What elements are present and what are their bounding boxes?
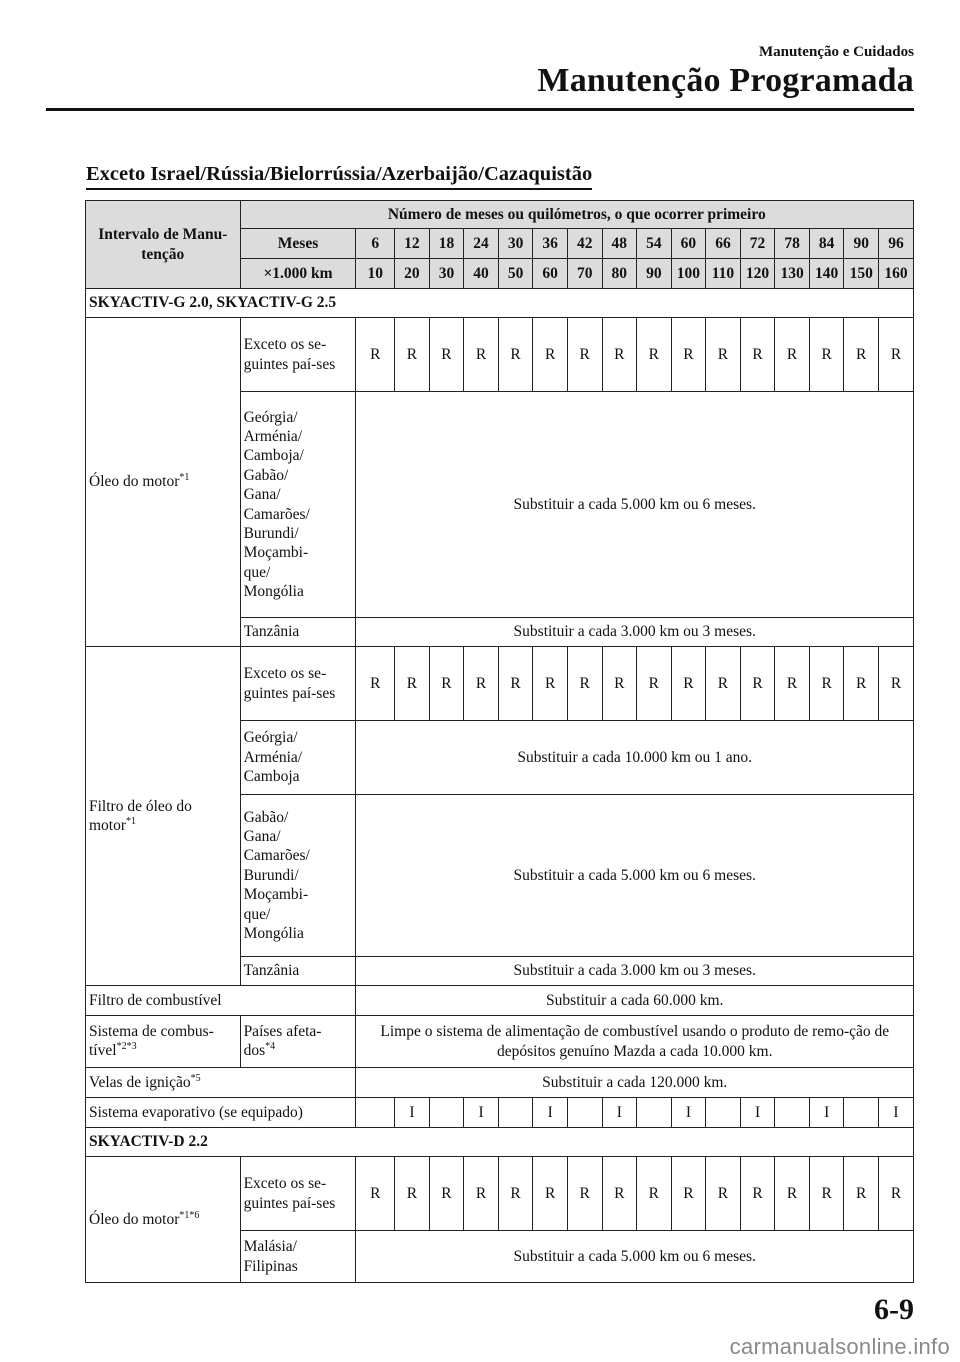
r-cell: R	[356, 1157, 395, 1231]
country-list	[240, 795, 356, 957]
spark-plugs-label: Velas de ignição	[89, 1073, 191, 1091]
km-cell: 10	[356, 259, 395, 289]
country-line: Arménia/	[243, 748, 303, 766]
i-cell: I	[879, 1098, 914, 1128]
oil-filter-row	[86, 647, 241, 986]
empty-cell	[567, 1098, 602, 1128]
fuel-system-label: Sistema de combus-tível	[89, 1023, 214, 1060]
country-line: Moçambi-	[243, 544, 309, 562]
replace-10000-text: Substituir a cada 10.000 km ou 1 ano.	[356, 721, 914, 795]
country-line: que/	[243, 905, 271, 923]
maintenance-table	[85, 200, 914, 1283]
empty-cell	[775, 1098, 810, 1128]
empty-cell	[637, 1098, 672, 1128]
km-cell: 80	[602, 259, 637, 289]
interval-header: Intervalo de Manu-tenção	[86, 201, 241, 289]
country-line: Camboja/	[243, 447, 304, 465]
engine-section-g: SKYACTIV-G 2.0, SKYACTIV-G 2.5	[86, 289, 914, 318]
km-cell: 60	[533, 259, 568, 289]
country-line: Gana/	[243, 486, 281, 504]
i-cell: I	[740, 1098, 775, 1128]
country-line: Camarões/	[243, 847, 310, 865]
r-cell: R	[775, 318, 810, 392]
r-cell: R	[533, 647, 568, 721]
r-cell: R	[740, 318, 775, 392]
r-cell: R	[356, 318, 395, 392]
km-cell: 50	[498, 259, 533, 289]
km-cell: 110	[706, 259, 741, 289]
engine-oil-label: Óleo do motor	[89, 473, 180, 491]
i-cell: I	[671, 1098, 706, 1128]
affected-countries-cell	[240, 1016, 356, 1068]
month-cell: 6	[356, 229, 395, 259]
country-line: Geórgia/	[243, 729, 298, 747]
km-cell: 90	[637, 259, 672, 289]
empty-cell	[429, 1098, 464, 1128]
affected-countries-label: Países afeta-dos	[243, 1023, 322, 1060]
month-cell: 42	[567, 229, 602, 259]
r-cell: R	[498, 647, 533, 721]
r-cell: R	[395, 318, 430, 392]
country-line: Filipinas	[243, 1257, 298, 1275]
month-cell: 84	[809, 229, 844, 259]
country-list	[240, 721, 356, 795]
r-cell: R	[464, 1157, 499, 1231]
replace-3000-text: Substituir a cada 3.000 km ou 3 meses.	[356, 957, 914, 986]
fuel-filter-label: Filtro de combustível	[86, 986, 356, 1016]
r-cell: R	[706, 1157, 741, 1231]
i-cell: I	[464, 1098, 499, 1128]
empty-cell	[498, 1098, 533, 1128]
r-cell: R	[429, 647, 464, 721]
country-line: Gabão/	[243, 466, 289, 484]
fuel-system-value: Limpe o sistema de alimentação de combustível usando o produto de remo-ção de depósitos genuíno Mazda a cada 10.000 km.	[356, 1016, 914, 1068]
months-label: Meses	[240, 229, 356, 259]
km-cell: 140	[809, 259, 844, 289]
r-cell: R	[879, 647, 914, 721]
r-cell: R	[498, 1157, 533, 1231]
r-cell: R	[602, 318, 637, 392]
r-cell: R	[671, 1157, 706, 1231]
km-cell: 100	[671, 259, 706, 289]
engine-oil-d-label: Óleo do motor	[89, 1210, 180, 1228]
oil-filter-note: *1	[126, 815, 137, 827]
r-cell: R	[533, 318, 568, 392]
month-cell: 24	[464, 229, 499, 259]
i-cell: I	[809, 1098, 844, 1128]
r-cell: R	[844, 647, 879, 721]
km-cell: 30	[429, 259, 464, 289]
empty-cell	[356, 1098, 395, 1128]
watermark: carmanualsonline.info	[729, 1334, 950, 1359]
country-line: Geórgia/	[243, 408, 298, 426]
r-cell: R	[567, 1157, 602, 1231]
km-cell: 130	[775, 259, 810, 289]
header-section: Manutenção e Cuidados	[758, 44, 914, 60]
month-cell: 96	[879, 229, 914, 259]
replace-5000-text: Substituir a cada 5.000 km ou 6 meses.	[356, 392, 914, 618]
engine-oil-d-row	[86, 1157, 241, 1283]
r-cell: R	[464, 318, 499, 392]
r-cell: R	[602, 1157, 637, 1231]
r-cell: R	[671, 647, 706, 721]
month-cell: 54	[637, 229, 672, 259]
page-title: Manutenção Programada	[537, 62, 914, 99]
km-cell: 120	[740, 259, 775, 289]
spark-plugs-note: *5	[190, 1072, 201, 1084]
r-cell: R	[602, 647, 637, 721]
r-cell: R	[356, 647, 395, 721]
except-countries: Exceto os se-guintes paí-ses	[240, 647, 356, 721]
country-list	[240, 1231, 356, 1283]
country-line: Camarões/	[243, 505, 310, 523]
except-countries: Exceto os se-guintes paí-ses	[240, 1157, 356, 1231]
r-cell: R	[844, 318, 879, 392]
country-line: que/	[243, 563, 271, 581]
month-cell: 72	[740, 229, 775, 259]
r-cell: R	[671, 318, 706, 392]
km-label: ×1.000 km	[240, 259, 356, 289]
engine-oil-d-note: *1*6	[179, 1209, 200, 1221]
tanzania-label: Tanzânia	[240, 957, 356, 986]
r-cell: R	[637, 318, 672, 392]
engine-oil-note: *1	[179, 472, 190, 484]
month-cell: 12	[395, 229, 430, 259]
country-line: Mongólia	[243, 924, 304, 942]
r-cell: R	[809, 318, 844, 392]
km-cell: 20	[395, 259, 430, 289]
empty-cell	[706, 1098, 741, 1128]
r-cell: R	[740, 1157, 775, 1231]
r-cell: R	[533, 1157, 568, 1231]
r-cell: R	[809, 1157, 844, 1231]
country-line: Camboja	[243, 768, 300, 786]
month-cell: 90	[844, 229, 879, 259]
empty-cell	[844, 1098, 879, 1128]
r-cell: R	[567, 318, 602, 392]
month-cell: 60	[671, 229, 706, 259]
replace-3000-text: Substituir a cada 3.000 km ou 3 meses.	[356, 618, 914, 647]
page-number: 6-9	[874, 1293, 914, 1326]
month-cell: 30	[498, 229, 533, 259]
fuel-filter-value: Substituir a cada 60.000 km.	[356, 986, 914, 1016]
fuel-system-note: *2*3	[116, 1041, 137, 1053]
r-cell: R	[429, 318, 464, 392]
country-line: Burundi/	[243, 866, 299, 884]
r-cell: R	[498, 318, 533, 392]
month-cell: 18	[429, 229, 464, 259]
r-cell: R	[395, 647, 430, 721]
r-cell: R	[429, 1157, 464, 1231]
country-line: Moçambi-	[243, 886, 309, 904]
r-cell: R	[775, 647, 810, 721]
r-cell: R	[464, 647, 499, 721]
r-cell: R	[740, 647, 775, 721]
r-cell: R	[706, 647, 741, 721]
replace-5000-text: Substituir a cada 5.000 km ou 6 meses.	[356, 795, 914, 957]
km-cell: 70	[567, 259, 602, 289]
country-line: Mongólia	[243, 583, 304, 600]
affected-countries-note: *4	[265, 1041, 276, 1053]
r-cell: R	[809, 647, 844, 721]
engine-section-d: SKYACTIV-D 2.2	[86, 1128, 914, 1157]
replace-5000-text: Substituir a cada 5.000 km ou 6 meses.	[356, 1231, 914, 1283]
r-cell: R	[879, 318, 914, 392]
r-cell: R	[844, 1157, 879, 1231]
km-cell: 40	[464, 259, 499, 289]
whichever-first-header: Número de meses ou quilómetros, o que ocorrer primeiro	[240, 201, 913, 229]
spark-plugs-value: Substituir a cada 120.000 km.	[356, 1068, 914, 1098]
engine-oil-row	[86, 318, 241, 647]
evap-system-label: Sistema evaporativo (se equipado)	[86, 1098, 356, 1128]
country-line: Gabão/	[243, 808, 289, 826]
r-cell: R	[879, 1157, 914, 1231]
month-cell: 78	[775, 229, 810, 259]
i-cell: I	[395, 1098, 430, 1128]
section-title: Exceto Israel/Rússia/Bielorrússia/Azerbaijão/Cazaquistão	[86, 163, 592, 190]
km-cell: 160	[879, 259, 914, 289]
month-cell: 36	[533, 229, 568, 259]
oil-filter-label: Filtro de óleo do motor	[89, 797, 192, 835]
country-line: Malásia/	[243, 1238, 297, 1256]
km-cell: 150	[844, 259, 879, 289]
i-cell: I	[533, 1098, 568, 1128]
fuel-system-row	[86, 1016, 241, 1068]
month-cell: 48	[602, 229, 637, 259]
except-countries: Exceto os se-guintes paí-ses	[240, 318, 356, 392]
country-list	[240, 392, 356, 618]
r-cell: R	[567, 647, 602, 721]
r-cell: R	[706, 318, 741, 392]
country-line: Gana/	[243, 828, 281, 846]
country-line: Arménia/	[243, 428, 303, 445]
month-cell: 66	[706, 229, 741, 259]
spark-plugs-row	[86, 1068, 356, 1098]
tanzania-label: Tanzânia	[240, 618, 356, 647]
country-line: Burundi/	[243, 524, 299, 542]
r-cell: R	[395, 1157, 430, 1231]
r-cell: R	[637, 1157, 672, 1231]
r-cell: R	[637, 647, 672, 721]
header-rule	[46, 108, 914, 111]
i-cell: I	[602, 1098, 637, 1128]
r-cell: R	[775, 1157, 810, 1231]
